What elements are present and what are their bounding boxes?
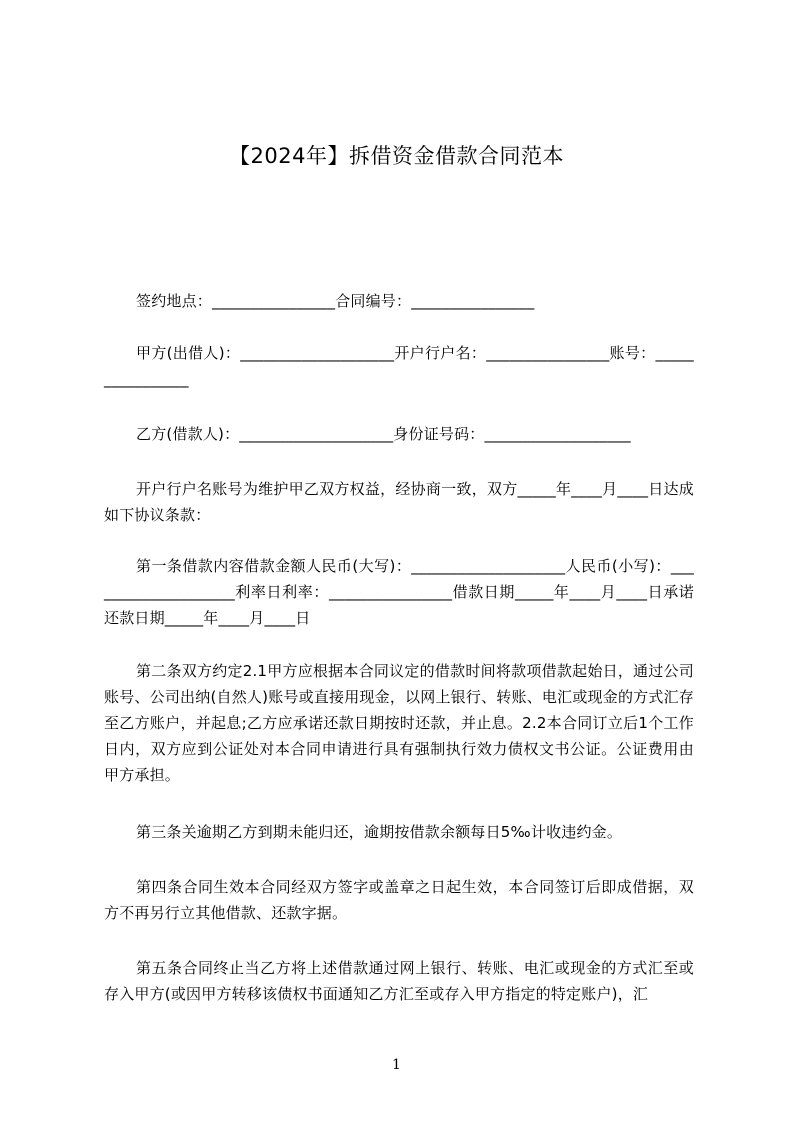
signing-place-contract-number: 签约地点：________________合同编号：________________ <box>136 292 535 310</box>
document-title: 【2024年】拆借资金借款合同范本 <box>229 144 564 168</box>
party-b-borrower-info: 乙方(借款人)：____________________身份证号码：___________________ <box>136 425 631 443</box>
party-a-lender-info: 甲方(出借人)：____________________开户行户名：________________账号：________________ <box>104 344 694 388</box>
article-three-overdue: 第三条关逾期乙方到期未能归还，逾期按借款余额每日5‰计收违约金。 <box>136 823 623 841</box>
article-four-effectiveness: 第四条合同生效本合同经双方签字或盖章之日起生效，本合同签订后即成借据，双方不再另行立其他借款、还款字据。 <box>104 878 694 922</box>
page-number: 1 <box>392 1057 401 1073</box>
article-five-termination: 第五条合同终止当乙方将上述借款通过网上银行、转账、电汇或现金的方式汇至或存入甲方(或因甲方转移该债权书面通知乙方汇至或存入甲方指定的特定账户)，汇 <box>104 959 694 1003</box>
article-two-agreement: 第二条双方约定2.1甲方应根据本合同议定的借款时间将款项借款起始日，通过公司账号、公司出纳(自然人)账号或直接用现金，以网上银行、转账、电汇或现金的方式汇存至乙方账户，并起息;乙方应承诺还款日期按时还款，并止息。2.2本合同订立后1个工作日内，双方应到公证处对本合同申请进行具有强制执行效力债权文书公证。公证费用由甲方承担。 <box>104 662 694 784</box>
agreement-preamble: 开户行户名账号为维护甲乙双方权益，经协商一致，双方_____年____月____日达成如下协议条款： <box>104 480 694 524</box>
article-one-loan-content: 第一条借款内容借款金额人民币(大写)：____________________人民币(小写)：____________________利率日利率：________________借款日期_____年____月____日承诺还款日期_____年____月____日 <box>104 557 694 627</box>
